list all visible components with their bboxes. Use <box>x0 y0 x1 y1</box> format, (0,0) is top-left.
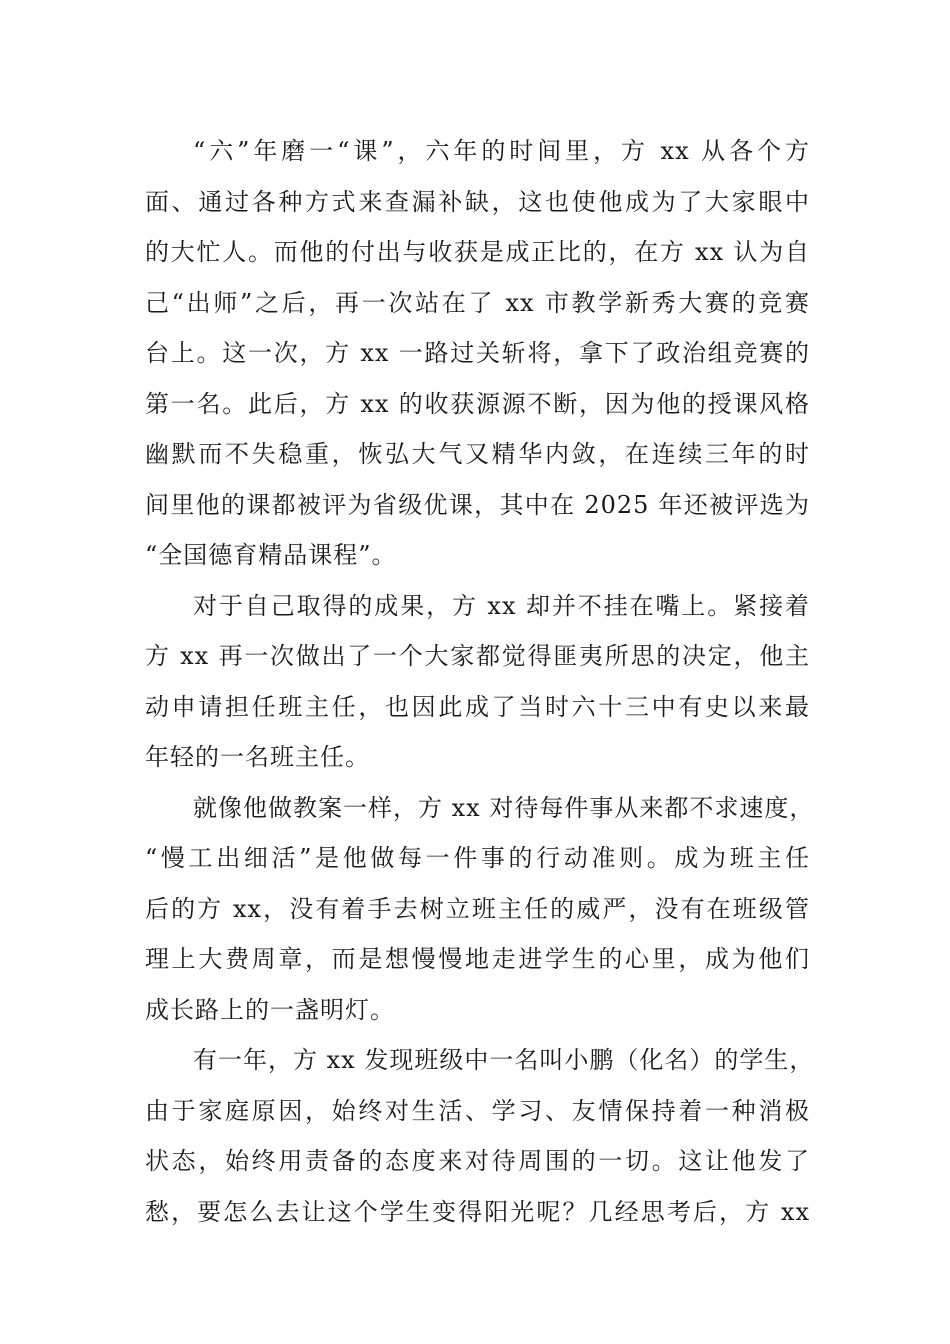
text-line: 台上。这一次，方 xx 一路过关斩将，拿下了政治组竞赛的 <box>145 339 810 367</box>
text-line: 幽默而不失稳重，恢弘大气又精华内敛，在连续三年的时 <box>145 440 810 468</box>
text-line: 后的方 xx，没有着手去树立班主任的威严，没有在班级管 <box>145 894 810 923</box>
paragraph-3 <box>145 783 815 1036</box>
text-line: 间里他的课都被评为省级优课，其中在 2025 年还被评选为 <box>145 490 810 519</box>
paragraph-4 <box>145 1035 815 1237</box>
text-line: 由于家庭原因，始终对生活、学习、友情保持着一种消极 <box>145 1096 810 1125</box>
text-line: 理上大费周章，而是想慢慢地走进学生的心里，成为他们 <box>145 945 810 973</box>
text-line: 动申请担任班主任，也因此成了当时六十三中有史以来最 <box>145 692 810 721</box>
text-line: 就像他做教案一样，方 xx 对待每件事从来都不求速度， <box>193 793 815 822</box>
text-line: 方 xx 再一次做出了一个大家都觉得匪夷所思的决定，他主 <box>145 642 810 670</box>
text-line: 的大忙人。而他的付出与收获是成正比的，在方 xx 认为自 <box>145 238 810 266</box>
document-body <box>145 126 815 1237</box>
paragraph-2 <box>145 581 810 783</box>
text-line: 面、通过各种方式来查漏补缺，这也使他成为了大家眼中 <box>145 187 810 216</box>
text-line: 有一年，方 xx 发现班级中一名叫小鹏（化名）的学生， <box>193 1046 815 1074</box>
text-line: 年轻的一名班主任。 <box>145 743 370 771</box>
text-line: 愁，要怎么去让这个学生变得阳光呢？几经思考后，方 xx <box>145 1197 810 1226</box>
text-line: 成长路上的一盏明灯。 <box>145 995 395 1024</box>
text-line: 状态，始终用责备的态度来对待周围的一切。这让他发了 <box>145 1147 810 1175</box>
text-line: “慢工出细活”是他做每一件事的行动准则。成为班主任 <box>145 844 810 872</box>
paragraph-1 <box>145 126 810 581</box>
text-line: 己“出师”之后，再一次站在了 xx 市教学新秀大赛的竞赛 <box>145 288 810 317</box>
text-line: “六”年磨一“课”，六年的时间里，方 xx 从各个方 <box>193 137 810 165</box>
text-line: 第一名。此后，方 xx 的收获源源不断，因为他的授课风格 <box>145 389 810 418</box>
text-line: “全国德育精品课程”。 <box>145 541 397 569</box>
text-line: 对于自己取得的成果，方 xx 却并不挂在嘴上。紧接着 <box>193 591 810 620</box>
